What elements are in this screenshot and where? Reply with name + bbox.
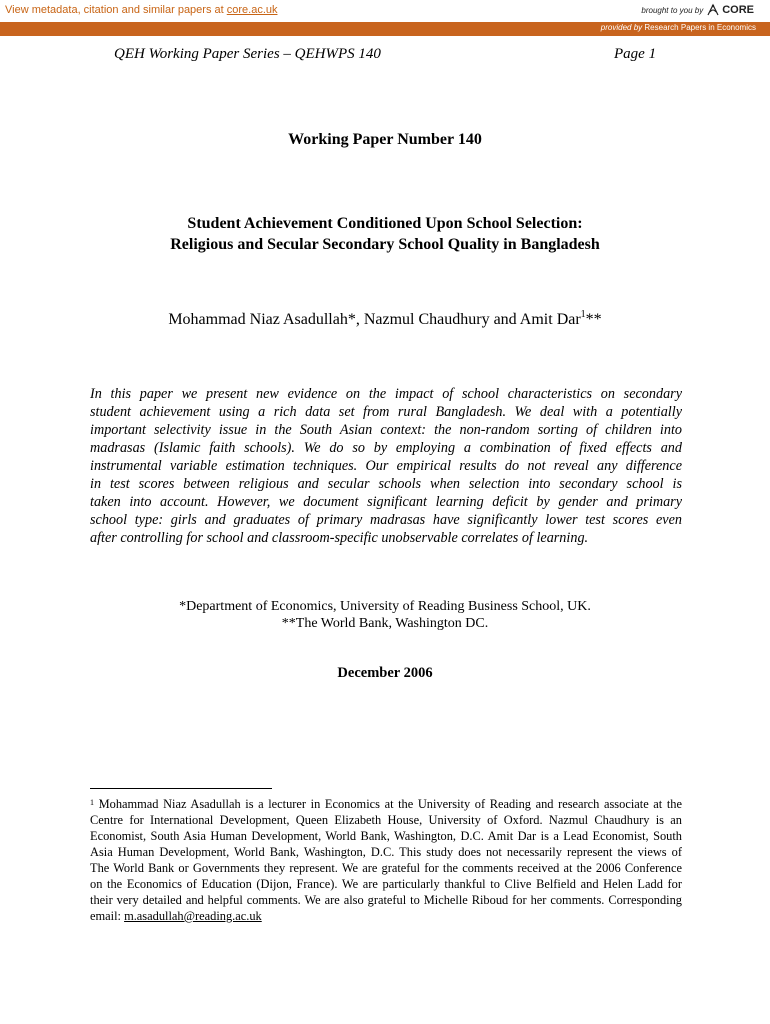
paper-title-line-1: Student Achievement Conditioned Upon School Selection: [187,215,583,232]
brought-by-text: brought to you by [641,5,704,15]
core-logo-text: CORE [722,4,754,16]
abstract-line: instrumental variable estimation techniques. Our empirical results do not reveal any difference [90,458,682,474]
affiliation-reading: *Department of Economics, University of Reading Business School, UK. [179,599,591,614]
affiliation-world-bank: **The World Bank, Washington DC. [281,616,489,631]
footnote-line: Asia Human Development, World Bank, Washington, D.C. This study does not necessarily represent the views of [90,845,682,859]
abstract [90,385,682,547]
provider-name[interactable]: Research Papers in Economics [644,23,756,32]
core-logo[interactable] [706,3,754,17]
running-header-page: Page 1 [614,46,657,62]
brought-to-you-by [641,3,754,17]
author-suffix: ** [585,311,602,328]
footnote-mark: 1 [90,798,94,807]
core-logo-icon [706,3,720,17]
abstract-line: madrasas (Islamic faith schools). We do so by employing a combination of fixed effects and [90,440,682,456]
paper-date: December 2006 [337,665,433,681]
working-paper-number: Working Paper Number 140 [288,131,482,148]
footnote-line: Centre for International Development, Queen Elizabeth House, University of Oxford. Nazmul Chaudhury is an [90,813,682,827]
footnote-rule [90,788,272,789]
footnote-email-line [90,908,682,924]
abstract-line: important selectivity issue in the South Asian context: the non-random sorting of children into [90,422,682,438]
affiliations [0,598,770,632]
footnote [90,796,682,924]
provided-by [601,23,756,32]
paper-title-line-2: Religious and Secular Secondary School Quality in Bangladesh [170,236,600,253]
core-provided-bar [0,22,770,36]
email-link[interactable]: m.asadullah@reading.ac.uk [124,909,262,923]
footnote-line-text: Mohammad Niaz Asadullah is a lecturer in Economics at the University of Reading and research associate at the [94,797,682,811]
authors [0,311,770,329]
footnote-line: The World Bank or Governments they represent. We are grateful for the comments received at the 2006 Conference [90,861,682,875]
footnote-line: on the Economics of Education (Dijon, France). We are particularly thankful to Clive Belfield and Helen Ladd for [90,877,682,891]
author-footnote-mark: 1 [580,309,586,320]
abstract-line: student achievement using a rich data set from rural Bangladesh. We deal with a potentially [90,404,682,420]
core-link[interactable]: core.ac.uk [226,4,278,16]
abstract-line: taken into account. However, we document significant learning deficit by gender and primary [90,494,682,510]
abstract-line: school type: girls and graduates of primary madrasas have significantly lower test scores even [90,512,682,528]
abstract-line: after controlling for school and classroom-specific unobservable correlates of learning. [90,530,589,546]
paper-title [0,213,770,255]
author-names: Mohammad Niaz Asadullah*, Nazmul Chaudhury and Amit Dar [168,311,581,328]
provided-by-label: provided by [600,23,643,32]
footnote-line [90,796,682,812]
core-metadata-notice [5,4,278,16]
abstract-line: in test scores between religious and secular schools when selection into secondary school is [90,476,682,492]
running-header-series: QEH Working Paper Series – QEHWPS 140 [114,46,381,62]
abstract-line: In this paper we present new evidence on the impact of school characteristics on secondary [90,386,682,402]
email-label: email: [90,909,125,923]
core-metadata-text: View metadata, citation and similar papers at [5,4,227,16]
footnote-line: Economist, South Asia Human Development, World Bank, Washington, D.C. Amit Dar is a Lead Economist, South [90,829,682,843]
footnote-line: their very detailed and helpful comments. We are also grateful to Michelle Riboud for her comments. Corresponding [90,893,682,907]
core-banner [0,0,770,22]
